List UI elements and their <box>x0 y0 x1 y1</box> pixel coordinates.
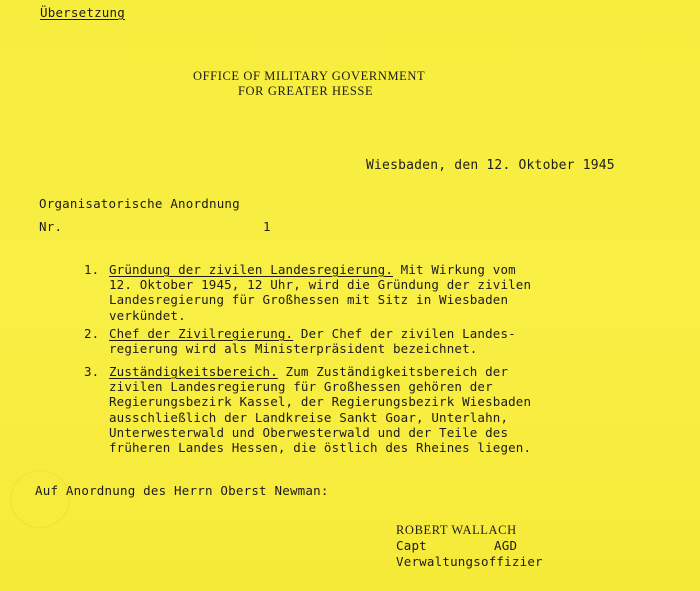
item-heading: Gründung der zivilen Landesregierung. <box>109 262 393 277</box>
item-line: Unterwesterwald und Oberwesterwald und der Teile des <box>109 424 509 440</box>
item-line: 12. Oktober 1945, 12 Uhr, wird die Gründung der zivilen <box>109 277 532 293</box>
item-line: zivilen Landesregierung für Großhessen gehören der <box>109 379 493 395</box>
list-item <box>84 364 624 455</box>
signatory-unit: AGD <box>494 538 518 553</box>
item-heading: Chef der Zivilregierung. <box>109 326 294 341</box>
translation-label: Übersetzung <box>40 5 125 20</box>
item-line: verkündet. <box>109 307 186 323</box>
office-title-line-1: OFFICE OF MILITARY GOVERNMENT <box>193 69 426 83</box>
closing-line: Auf Anordnung des Herrn Oberst Newman: <box>35 483 329 498</box>
order-type: Organisatorische Anordnung <box>39 196 240 211</box>
item-number: 1. <box>84 262 100 277</box>
list-item <box>84 262 624 323</box>
item-line: früheren Landes Hessen, die östlich des Rheines liegen. <box>109 440 532 456</box>
signatory-rank: Capt <box>396 538 427 553</box>
list-item <box>84 326 624 356</box>
item-text: Der Chef der zivilen Landes- <box>293 326 516 341</box>
faint-stamp-mark <box>10 470 70 528</box>
order-number-value: 1 <box>263 219 271 234</box>
place-and-date: Wiesbaden, den 12. Oktober 1945 <box>366 158 615 173</box>
signatory-name: ROBERT WALLACH <box>396 523 517 537</box>
order-number-label: Nr. <box>39 219 63 234</box>
item-line: Regierungsbezirk Kassel, der Regierungsbezirk Wiesbaden <box>109 394 532 410</box>
office-title-line-2: FOR GREATER HESSE <box>238 84 374 98</box>
item-number: 2. <box>84 326 100 341</box>
item-heading: Zuständigkeitsbereich. <box>109 364 278 379</box>
item-number: 3. <box>84 364 100 379</box>
item-text: Zum Zuständigkeitsbereich der <box>277 364 509 379</box>
signatory-role: Verwaltungsoffizier <box>396 554 543 569</box>
item-line: ausschließlich der Landkreise Sankt Goar, Unterlahn, <box>109 409 509 425</box>
item-line: regierung wird als Ministerpräsident bezeichnet. <box>109 341 478 357</box>
item-line: Landesregierung für Großhessen mit Sitz in Wiesbaden <box>109 292 509 308</box>
item-text: Mit Wirkung vom <box>393 262 516 277</box>
